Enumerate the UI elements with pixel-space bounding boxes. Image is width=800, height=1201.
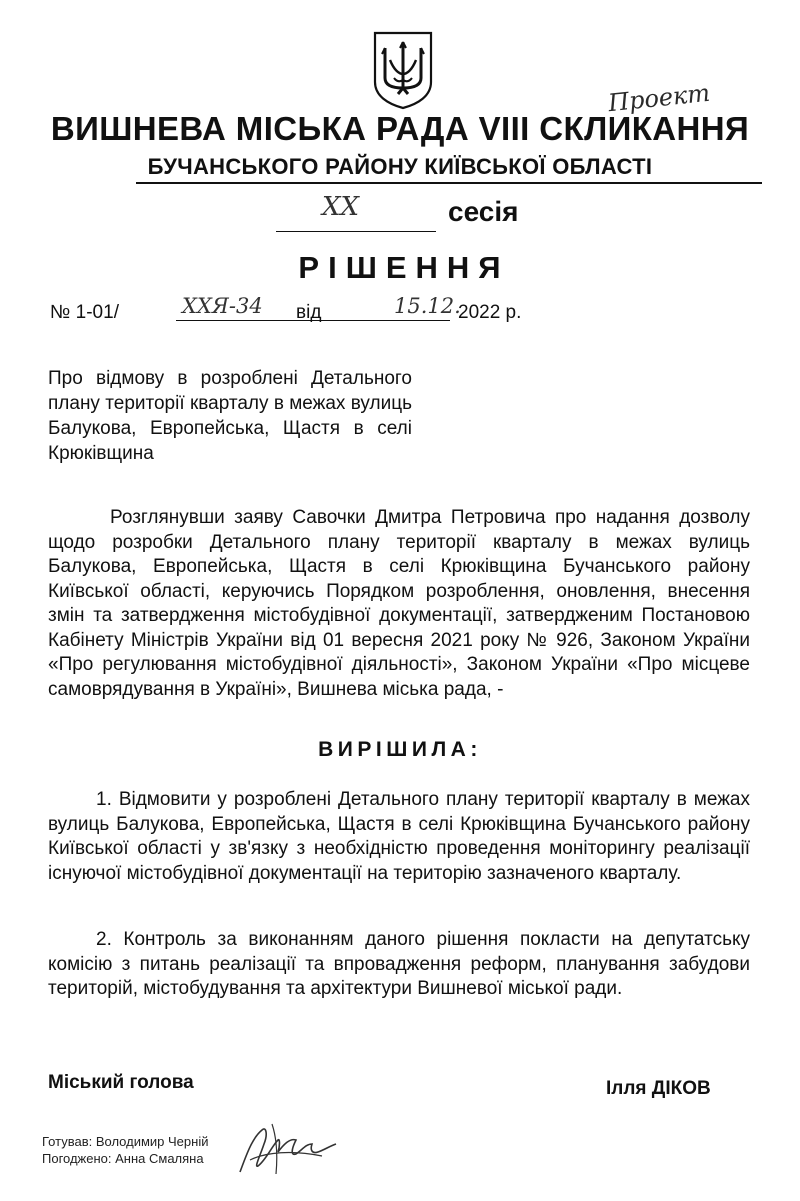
decision-subject: Про відмову в розроблені Детального плану території кварталу в межах вулиць Балукова, Европейська, Щастя в селі Крюківщина: [48, 368, 412, 464]
council-name: ВИШНЕВА МІСЬКА РАДА VIII СКЛИКАННЯ: [50, 110, 750, 147]
resolution-item: 1. Відмовити у розроблені Детального плану території кварталу в межах вулиць Балукова, Европейська, Щастя в селі Крюківщина Бучанського району Київської області у зв'язку з необхідністю проведення моніторингу реалізації існуючої містобудівної документації на територію зазначеного кварталу.: [48, 789, 750, 884]
approved-by: Погоджено: Анна Смаляна: [42, 1151, 204, 1166]
resolved-heading: ВИРІШИЛА:: [318, 738, 482, 761]
decision-date: 15.12.: [394, 294, 461, 318]
decision-year: 2022 р.: [458, 302, 522, 323]
trident-coat-of-arms-icon: [372, 30, 434, 110]
draft-handwritten-note: Проект: [606, 78, 712, 118]
prepared-by: Готував: Володимир Черній: [42, 1134, 209, 1149]
decision-title: РІШЕННЯ: [298, 250, 510, 285]
preamble-paragraph: Розглянувши заяву Савочки Дмитра Петровича про надання дозволу щодо розробки Детального плану території кварталу в межах вулиць Балукова, Европейська, Щастя в селі Крюківщина Бучанського району Київської області, керуючись Порядком розроблення, оновлення, внесення змін та затвердження містобудівної документації, затвердженим Постановою Кабінету Міністрів України від 01 вересня 2021 року № 926, Законом України «Про регулювання містобудівної діяльності», Законом України «Про місцеве самоврядування в Україні», Вишнева міська рада, -: [48, 507, 750, 700]
resolution-item: 2. Контроль за виконанням даного рішення покласти на депутатську комісію з питань реалізації та впровадження реформ, планування забудови територій, містобудування та архітектури Вишневої міської ради.: [48, 929, 750, 999]
session-label: сесія: [448, 196, 519, 227]
signatory-title: Міський голова: [48, 1072, 194, 1093]
decision-number-prefix: № 1-01/: [50, 302, 119, 323]
district-name: БУЧАНСЬКОГО РАЙОНУ КИЇВСЬКОЇ ОБЛАСТІ: [147, 154, 653, 179]
date-from-label: від: [296, 302, 322, 323]
header-divider: [136, 182, 762, 184]
decision-number: XXЯ-34: [182, 294, 263, 318]
session-number: XX: [322, 192, 360, 222]
handwritten-signature: [232, 1116, 340, 1180]
signatory-name: Ілля ДІКОВ: [606, 1078, 711, 1099]
decision-number-row: [50, 296, 750, 326]
